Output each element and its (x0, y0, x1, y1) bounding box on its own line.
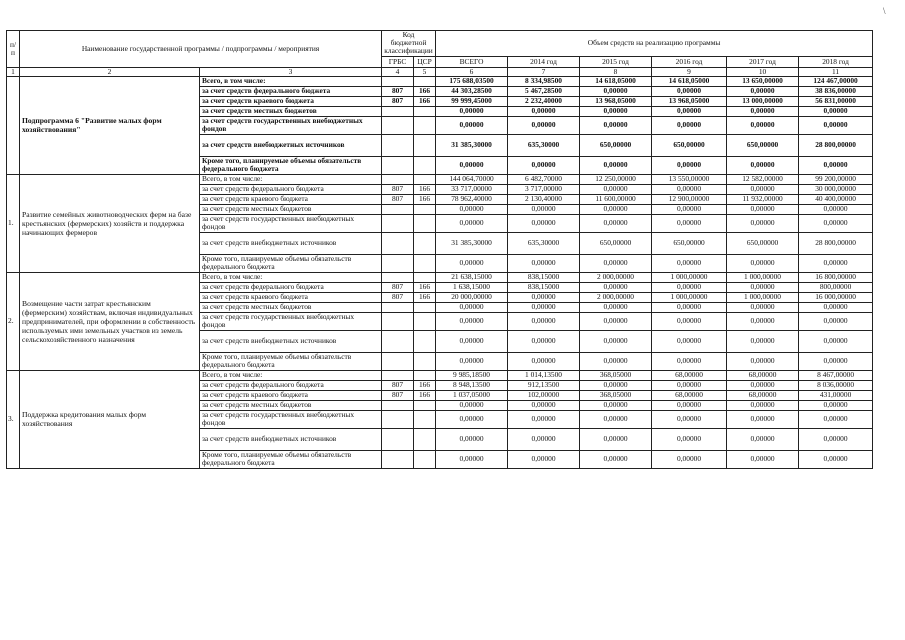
amount-total: 0,00000 (436, 156, 508, 174)
csr-code (414, 330, 436, 352)
amount-2016: 650,00000 (652, 134, 727, 156)
col-number-2: 2 (20, 67, 200, 76)
funding-source: за счет средств государственных внебюджетных фондов (200, 214, 382, 232)
funding-source: за счет средств внебюджетных источников (200, 428, 382, 450)
amount-2014: 3 717,00000 (508, 184, 580, 194)
amount-2018: 800,00000 (799, 282, 873, 292)
section-index (7, 76, 20, 174)
header-year-2018: 2018 год (799, 56, 873, 67)
csr-code (414, 106, 436, 116)
amount-2018: 0,00000 (799, 116, 873, 134)
section-title: Развитие семейных животноводческих ферм на базе крестьянских (фермерских) хозяйств и поддержка начинающих фермеров (20, 174, 200, 272)
amount-2016: 0,00000 (652, 282, 727, 292)
amount-2017: 13 650,00000 (727, 76, 799, 86)
amount-2018: 28 800,00000 (799, 134, 873, 156)
csr-code (414, 204, 436, 214)
amount-2017: 0,00000 (727, 380, 799, 390)
grbs-code: 807 (382, 86, 414, 96)
funding-source: за счет средств краевого бюджета (200, 390, 382, 400)
funding-source: Кроме того, планируемые объемы обязательств федерального бюджета (200, 352, 382, 370)
amount-2014: 0,00000 (508, 292, 580, 302)
grbs-code (382, 214, 414, 232)
amount-2014: 5 467,28500 (508, 86, 580, 96)
amount-2018: 0,00000 (799, 312, 873, 330)
amount-2015: 0,00000 (580, 428, 652, 450)
grbs-code (382, 76, 414, 86)
header-code: Код бюджетной классификации (382, 31, 436, 57)
amount-2018: 0,00000 (799, 352, 873, 370)
grbs-code (382, 312, 414, 330)
col-number-10: 10 (727, 67, 799, 76)
amount-2017: 0,00000 (727, 184, 799, 194)
budget-table (6, 30, 873, 469)
funding-source: за счет средств местных бюджетов (200, 106, 382, 116)
amount-2015: 0,00000 (580, 106, 652, 116)
amount-2015: 650,00000 (580, 134, 652, 156)
section-index: 3. (7, 370, 20, 468)
amount-2017: 0,00000 (727, 204, 799, 214)
amount-2015: 0,00000 (580, 450, 652, 468)
amount-total: 8 948,13500 (436, 380, 508, 390)
funding-source: за счет средств федерального бюджета (200, 86, 382, 96)
amount-total: 0,00000 (436, 450, 508, 468)
amount-total: 1 638,15000 (436, 282, 508, 292)
grbs-code (382, 400, 414, 410)
csr-code (414, 352, 436, 370)
amount-2015: 0,00000 (580, 204, 652, 214)
csr-code: 166 (414, 390, 436, 400)
amount-2018: 0,00000 (799, 450, 873, 468)
header-pp: п/п (7, 31, 20, 68)
csr-code (414, 428, 436, 450)
amount-2014: 2 130,40000 (508, 194, 580, 204)
amount-2016: 0,00000 (652, 400, 727, 410)
grbs-code: 807 (382, 390, 414, 400)
amount-2017: 0,00000 (727, 156, 799, 174)
amount-2016: 0,00000 (652, 116, 727, 134)
funding-source: Кроме того, планируемые объемы обязательств федерального бюджета (200, 450, 382, 468)
amount-2015: 368,05000 (580, 390, 652, 400)
amount-2017: 0,00000 (727, 254, 799, 272)
amount-2016: 1 000,00000 (652, 292, 727, 302)
amount-2016: 13 550,00000 (652, 174, 727, 184)
amount-2015: 11 600,00000 (580, 194, 652, 204)
amount-2016: 14 618,05000 (652, 76, 727, 86)
table-row (7, 174, 873, 184)
amount-2014: 2 232,40000 (508, 96, 580, 106)
col-number-11: 11 (799, 67, 873, 76)
table-row (7, 76, 873, 86)
amount-2017: 0,00000 (727, 312, 799, 330)
amount-2015: 0,00000 (580, 410, 652, 428)
amount-2016: 0,00000 (652, 156, 727, 174)
col-number-7: 7 (508, 67, 580, 76)
amount-2015: 14 618,05000 (580, 76, 652, 86)
amount-2015: 0,00000 (580, 116, 652, 134)
csr-code: 166 (414, 292, 436, 302)
amount-2015: 368,05000 (580, 370, 652, 380)
csr-code: 166 (414, 96, 436, 106)
amount-total: 78 962,40000 (436, 194, 508, 204)
funding-source: за счет средств государственных внебюджетных фондов (200, 312, 382, 330)
col-number-6: 6 (436, 67, 508, 76)
grbs-code (382, 204, 414, 214)
amount-2017: 650,00000 (727, 232, 799, 254)
amount-2014: 912,13500 (508, 380, 580, 390)
funding-source: Всего, в том числе: (200, 370, 382, 380)
amount-2014: 0,00000 (508, 204, 580, 214)
amount-2017: 68,00000 (727, 390, 799, 400)
col-number-8: 8 (580, 67, 652, 76)
grbs-code (382, 302, 414, 312)
grbs-code (382, 428, 414, 450)
amount-2018: 99 200,00000 (799, 174, 873, 184)
amount-2016: 0,00000 (652, 410, 727, 428)
amount-2017: 0,00000 (727, 400, 799, 410)
amount-2017: 1 000,00000 (727, 292, 799, 302)
amount-total: 0,00000 (436, 302, 508, 312)
grbs-code (382, 106, 414, 116)
amount-2017: 1 000,00000 (727, 272, 799, 282)
amount-2017: 0,00000 (727, 302, 799, 312)
amount-2018: 56 831,00000 (799, 96, 873, 106)
csr-code (414, 312, 436, 330)
amount-2018: 16 000,00000 (799, 292, 873, 302)
amount-2018: 16 800,00000 (799, 272, 873, 282)
funding-source: за счет средств федерального бюджета (200, 282, 382, 292)
section-title: Поддержка кредитования малых форм хозяйствования (20, 370, 200, 468)
amount-2017: 0,00000 (727, 330, 799, 352)
section-index: 1. (7, 174, 20, 272)
csr-code (414, 254, 436, 272)
amount-2016: 0,00000 (652, 184, 727, 194)
csr-code: 166 (414, 86, 436, 96)
amount-2018: 0,00000 (799, 106, 873, 116)
amount-2014: 0,00000 (508, 400, 580, 410)
header-volume: Объем средств на реализацию программы (436, 31, 873, 57)
amount-2016: 68,00000 (652, 390, 727, 400)
amount-total: 175 688,03500 (436, 76, 508, 86)
amount-2018: 38 836,00000 (799, 86, 873, 96)
amount-2017: 0,00000 (727, 410, 799, 428)
amount-2014: 635,30000 (508, 134, 580, 156)
amount-total: 44 303,28500 (436, 86, 508, 96)
amount-2017: 0,00000 (727, 352, 799, 370)
amount-2015: 2 000,00000 (580, 272, 652, 282)
funding-source: Всего, в том числе: (200, 76, 382, 86)
amount-total: 0,00000 (436, 214, 508, 232)
funding-source: Всего, в том числе: (200, 272, 382, 282)
funding-source: за счет средств государственных внебюджетных фондов (200, 410, 382, 428)
amount-total: 0,00000 (436, 330, 508, 352)
amount-2014: 0,00000 (508, 428, 580, 450)
header-year-total: ВСЕГО (436, 56, 508, 67)
csr-code (414, 370, 436, 380)
amount-2017: 0,00000 (727, 450, 799, 468)
amount-2014: 838,15000 (508, 272, 580, 282)
amount-2016: 0,00000 (652, 450, 727, 468)
funding-source: за счет средств краевого бюджета (200, 292, 382, 302)
amount-2015: 0,00000 (580, 352, 652, 370)
amount-total: 0,00000 (436, 428, 508, 450)
amount-2014: 0,00000 (508, 116, 580, 134)
funding-source: за счет средств государственных внебюджетных фондов (200, 116, 382, 134)
amount-2017: 650,00000 (727, 134, 799, 156)
amount-2018: 0,00000 (799, 214, 873, 232)
col-number-5: 5 (414, 67, 436, 76)
grbs-code (382, 156, 414, 174)
csr-code (414, 450, 436, 468)
amount-2015: 650,00000 (580, 232, 652, 254)
amount-2016: 0,00000 (652, 428, 727, 450)
header-name: Наименование государственной программы / подпрограммы / мероприятия (20, 31, 382, 68)
amount-2015: 0,00000 (580, 214, 652, 232)
amount-2018: 0,00000 (799, 156, 873, 174)
amount-2014: 838,15000 (508, 282, 580, 292)
amount-total: 31 385,30000 (436, 232, 508, 254)
funding-source: за счет средств местных бюджетов (200, 400, 382, 410)
amount-2016: 0,00000 (652, 204, 727, 214)
amount-2016: 0,00000 (652, 352, 727, 370)
grbs-code (382, 134, 414, 156)
amount-2014: 102,00000 (508, 390, 580, 400)
amount-2014: 0,00000 (508, 214, 580, 232)
amount-total: 0,00000 (436, 106, 508, 116)
csr-code: 166 (414, 184, 436, 194)
amount-2015: 2 000,00000 (580, 292, 652, 302)
amount-2018: 0,00000 (799, 254, 873, 272)
header-year-2017: 2017 год (727, 56, 799, 67)
amount-2018: 0,00000 (799, 400, 873, 410)
amount-2018: 0,00000 (799, 330, 873, 352)
amount-2014: 8 334,98500 (508, 76, 580, 86)
amount-total: 0,00000 (436, 410, 508, 428)
amount-2014: 0,00000 (508, 302, 580, 312)
amount-2016: 0,00000 (652, 330, 727, 352)
amount-2015: 0,00000 (580, 282, 652, 292)
csr-code (414, 232, 436, 254)
grbs-code: 807 (382, 96, 414, 106)
csr-code (414, 134, 436, 156)
header-grbs: ГРБС (382, 56, 414, 67)
grbs-code: 807 (382, 282, 414, 292)
section-index: 2. (7, 272, 20, 370)
col-number-1: 1 (7, 67, 20, 76)
amount-2018: 124 467,00000 (799, 76, 873, 86)
header-csr: ЦСР (414, 56, 436, 67)
amount-2017: 68,00000 (727, 370, 799, 380)
amount-2015: 0,00000 (580, 380, 652, 390)
amount-2014: 0,00000 (508, 410, 580, 428)
amount-2018: 8 467,00000 (799, 370, 873, 380)
amount-2015: 0,00000 (580, 312, 652, 330)
csr-code (414, 400, 436, 410)
col-number-4: 4 (382, 67, 414, 76)
funding-source: Кроме того, планируемые объемы обязательств федерального бюджета (200, 156, 382, 174)
amount-total: 99 999,45000 (436, 96, 508, 106)
amount-2016: 0,00000 (652, 312, 727, 330)
amount-2018: 431,00000 (799, 390, 873, 400)
grbs-code (382, 450, 414, 468)
grbs-code (382, 116, 414, 134)
col-number-9: 9 (652, 67, 727, 76)
amount-2016: 0,00000 (652, 380, 727, 390)
amount-total: 21 638,15000 (436, 272, 508, 282)
amount-2015: 12 250,00000 (580, 174, 652, 184)
amount-2018: 0,00000 (799, 410, 873, 428)
amount-2015: 0,00000 (580, 400, 652, 410)
grbs-code: 807 (382, 184, 414, 194)
amount-2015: 0,00000 (580, 156, 652, 174)
amount-2016: 0,00000 (652, 254, 727, 272)
csr-code: 166 (414, 282, 436, 292)
amount-2017: 12 582,00000 (727, 174, 799, 184)
csr-code (414, 410, 436, 428)
table-row (7, 272, 873, 282)
amount-2018: 0,00000 (799, 302, 873, 312)
grbs-code: 807 (382, 292, 414, 302)
amount-2017: 0,00000 (727, 282, 799, 292)
grbs-code (382, 254, 414, 272)
amount-2017: 0,00000 (727, 428, 799, 450)
amount-2016: 650,00000 (652, 232, 727, 254)
amount-2018: 40 400,00000 (799, 194, 873, 204)
funding-source: за счет средств внебюджетных источников (200, 134, 382, 156)
amount-2017: 0,00000 (727, 214, 799, 232)
amount-2017: 13 000,00000 (727, 96, 799, 106)
section-title: Возмещение части затрат крестьянским (фермерским) хозяйствам, включая индивидуальных предпринимателей, при оформлении в собственность используемых ими земельных участков из земель сельскохозяйственного назначения (20, 272, 200, 370)
amount-2017: 11 932,00000 (727, 194, 799, 204)
amount-total: 9 985,18500 (436, 370, 508, 380)
grbs-code (382, 272, 414, 282)
amount-2016: 1 000,00000 (652, 272, 727, 282)
grbs-code (382, 410, 414, 428)
amount-total: 31 385,30000 (436, 134, 508, 156)
amount-2014: 0,00000 (508, 450, 580, 468)
grbs-code (382, 174, 414, 184)
header-year-2015: 2015 год (580, 56, 652, 67)
csr-code: 166 (414, 194, 436, 204)
amount-2017: 0,00000 (727, 86, 799, 96)
amount-2018: 0,00000 (799, 204, 873, 214)
amount-2014: 0,00000 (508, 330, 580, 352)
amount-2015: 0,00000 (580, 254, 652, 272)
amount-2018: 0,00000 (799, 428, 873, 450)
amount-2015: 0,00000 (580, 330, 652, 352)
csr-code: 166 (414, 380, 436, 390)
amount-total: 144 064,70000 (436, 174, 508, 184)
amount-total: 0,00000 (436, 204, 508, 214)
csr-code (414, 116, 436, 134)
header-year-2014: 2014 год (508, 56, 580, 67)
csr-code (414, 302, 436, 312)
col-number-3: 3 (200, 67, 382, 76)
funding-source: за счет средств местных бюджетов (200, 204, 382, 214)
amount-2016: 0,00000 (652, 302, 727, 312)
amount-2014: 6 482,70000 (508, 174, 580, 184)
amount-total: 0,00000 (436, 312, 508, 330)
amount-total: 33 717,00000 (436, 184, 508, 194)
funding-source: за счет средств федерального бюджета (200, 184, 382, 194)
amount-total: 0,00000 (436, 400, 508, 410)
funding-source: Кроме того, планируемые объемы обязательств федерального бюджета (200, 254, 382, 272)
amount-2014: 0,00000 (508, 352, 580, 370)
grbs-code (382, 352, 414, 370)
funding-source: за счет средств краевого бюджета (200, 96, 382, 106)
amount-2016: 68,00000 (652, 370, 727, 380)
amount-total: 0,00000 (436, 116, 508, 134)
amount-2014: 0,00000 (508, 156, 580, 174)
amount-2016: 13 968,05000 (652, 96, 727, 106)
funding-source: за счет средств внебюджетных источников (200, 232, 382, 254)
amount-2014: 0,00000 (508, 106, 580, 116)
amount-2014: 0,00000 (508, 312, 580, 330)
csr-code (414, 76, 436, 86)
amount-total: 0,00000 (436, 254, 508, 272)
funding-source: Всего, в том числе: (200, 174, 382, 184)
amount-2015: 0,00000 (580, 302, 652, 312)
amount-2014: 635,30000 (508, 232, 580, 254)
amount-2017: 0,00000 (727, 116, 799, 134)
amount-2018: 30 000,00000 (799, 184, 873, 194)
amount-2016: 0,00000 (652, 214, 727, 232)
csr-code (414, 272, 436, 282)
amount-2016: 0,00000 (652, 106, 727, 116)
csr-code (414, 214, 436, 232)
amount-2015: 0,00000 (580, 184, 652, 194)
csr-code (414, 156, 436, 174)
amount-2017: 0,00000 (727, 106, 799, 116)
amount-total: 1 037,05000 (436, 390, 508, 400)
amount-2018: 28 800,00000 (799, 232, 873, 254)
amount-2014: 0,00000 (508, 254, 580, 272)
table-row (7, 370, 873, 380)
corner-mark: \ (883, 6, 886, 16)
grbs-code (382, 232, 414, 254)
amount-2014: 1 014,13500 (508, 370, 580, 380)
amount-2016: 0,00000 (652, 86, 727, 96)
grbs-code: 807 (382, 194, 414, 204)
csr-code (414, 174, 436, 184)
amount-total: 20 000,00000 (436, 292, 508, 302)
grbs-code (382, 330, 414, 352)
section-title: Подпрограмма 6 "Развитие малых форм хозяйствования" (20, 76, 200, 174)
funding-source: за счет средств местных бюджетов (200, 302, 382, 312)
grbs-code (382, 370, 414, 380)
amount-2016: 12 900,00000 (652, 194, 727, 204)
header-year-2016: 2016 год (652, 56, 727, 67)
amount-2015: 0,00000 (580, 86, 652, 96)
amount-total: 0,00000 (436, 352, 508, 370)
amount-2015: 13 968,05000 (580, 96, 652, 106)
funding-source: за счет средств внебюджетных источников (200, 330, 382, 352)
amount-2018: 8 036,00000 (799, 380, 873, 390)
funding-source: за счет средств краевого бюджета (200, 194, 382, 204)
grbs-code: 807 (382, 380, 414, 390)
funding-source: за счет средств федерального бюджета (200, 380, 382, 390)
